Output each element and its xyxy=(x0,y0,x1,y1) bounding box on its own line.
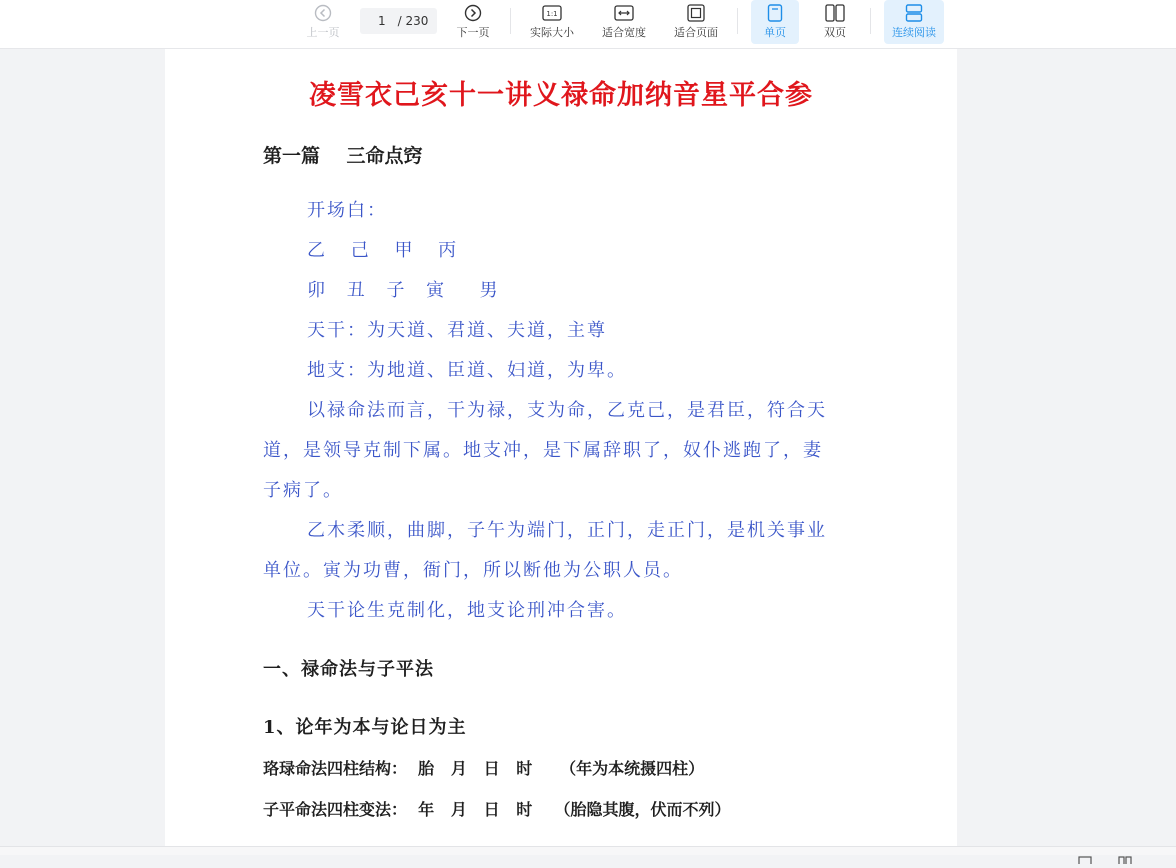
fit-page-label: 适合页面 xyxy=(674,26,718,39)
current-page-input[interactable]: 1 xyxy=(378,14,386,28)
next-page-label: 下一页 xyxy=(456,26,490,39)
single-page-label: 单页 xyxy=(764,26,786,39)
document-page xyxy=(165,49,957,854)
actual-size-label: 实际大小 xyxy=(530,26,574,39)
toolbar-divider xyxy=(870,8,871,34)
subsection-heading: 1、论年为本与论日为主 xyxy=(263,717,467,738)
prev-page-button[interactable] xyxy=(301,0,345,44)
viewer-toolbar xyxy=(0,0,1176,49)
section-heading: 一、禄命法与子平法 xyxy=(263,659,434,680)
paragraph-line: 天干论生克制化，地支论刑冲合害。 xyxy=(307,600,627,621)
actual-size-button[interactable] xyxy=(524,0,580,44)
continuous-reading-icon xyxy=(905,0,923,26)
double-page-icon xyxy=(825,0,845,26)
paragraph-line: 道，是领导克制下属。地支冲，是下属辞职了，奴仆逃跑了，妻 xyxy=(263,440,823,461)
part-heading: 第一篇 三命点窍 xyxy=(263,145,423,167)
fit-page-icon xyxy=(687,0,705,26)
tiangan-line: 天干：为天道、君道、夫道，主尊 xyxy=(307,320,607,341)
prev-page-label: 上一页 xyxy=(306,26,340,39)
fit-width-label: 适合宽度 xyxy=(602,26,646,39)
chevron-left-circle-icon xyxy=(314,0,332,26)
actual-size-glyph: 1:1 xyxy=(546,10,558,18)
double-page-button[interactable] xyxy=(811,0,859,44)
paragraph-line: 单位。寅为功曹，衙门，所以断他为公职人员。 xyxy=(263,560,683,581)
chevron-right-circle-icon xyxy=(464,0,482,26)
continuous-reading-button[interactable] xyxy=(884,0,944,44)
single-page-icon xyxy=(767,0,783,26)
paragraph-line: 乙木柔顺，曲脚，子午为端门，正门，走正门，是机关事业 xyxy=(307,520,827,541)
document-title: 凌雪衣己亥十一讲义禄命加纳音星平合参 xyxy=(309,80,813,111)
double-page-label: 双页 xyxy=(824,26,846,39)
page-number-field[interactable] xyxy=(360,8,437,34)
fit-width-icon xyxy=(614,0,634,26)
total-pages-text: / 230 xyxy=(397,14,429,28)
dizhi-line: 地支：为地道、臣道、妇道，为卑。 xyxy=(307,360,627,381)
fit-width-button[interactable] xyxy=(596,0,652,44)
page-view-icon[interactable] xyxy=(1078,849,1092,868)
ziping-structure-row: 子平命法四柱变法： 年 月 日 时 （胎隐其腹，伏而不列） xyxy=(263,800,731,819)
single-page-button[interactable] xyxy=(751,0,799,44)
fit-page-button[interactable] xyxy=(668,0,724,44)
paragraph-line: 子病了。 xyxy=(263,480,343,501)
intro-label: 开场白： xyxy=(307,200,387,221)
paragraph-line: 以禄命法而言，干为禄，支为命，乙克己，是君臣，符合天 xyxy=(307,400,827,421)
branches-row: 卯 丑 子 寅 男 xyxy=(307,280,506,301)
next-page-button[interactable] xyxy=(451,0,495,44)
stems-row: 乙 己 甲 丙 xyxy=(307,240,467,261)
grid-view-icon[interactable] xyxy=(1118,849,1132,868)
continuous-reading-label: 连续阅读 xyxy=(892,26,936,39)
actual-size-icon xyxy=(542,0,562,26)
luolu-structure-row: 珞琭命法四柱结构： 胎 月 日 时 （年为本统摄四柱） xyxy=(263,759,705,778)
toolbar-divider xyxy=(737,8,738,34)
toolbar-divider xyxy=(510,8,511,34)
